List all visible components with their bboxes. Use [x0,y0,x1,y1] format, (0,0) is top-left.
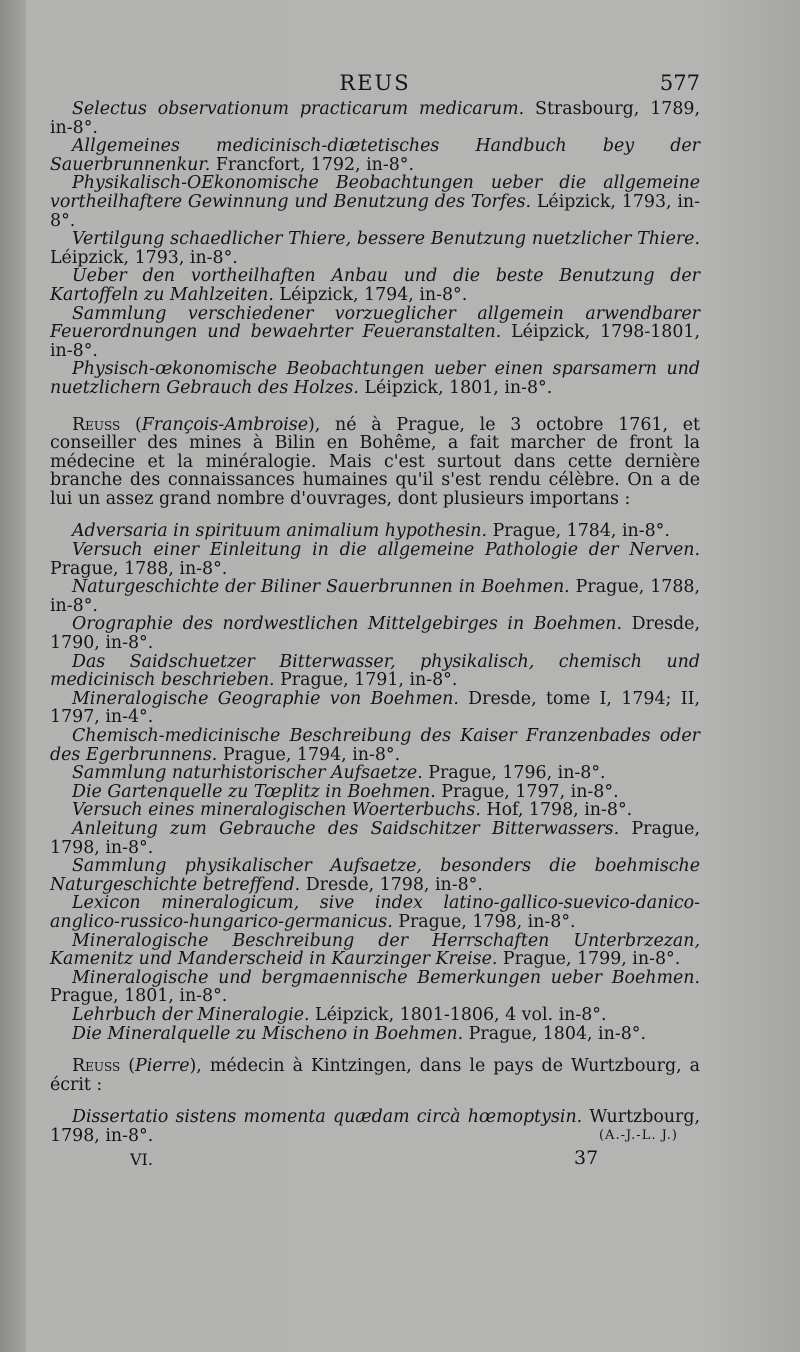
work-imprint: Prague, 1804, in-8°. [463,1023,646,1044]
work-title: Mineralogische Beschreibung der Herrschaften Unterbrzezan, Kamenitz und Manderscheid in Kaurzinger Kreise. [50,930,700,970]
work-title: Versuch eines mineralogischen Woerterbuchs. [72,800,481,821]
work-imprint: Prague, 1796, in-8°. [422,763,606,784]
bibliography-entry [50,100,700,137]
work-imprint: Prague, 1798, in-8°. [50,818,700,858]
work-imprint: Prague, 1784, in-8°. [487,521,670,542]
work-title: Mineralogische Geographie von Boehmen. [72,688,459,709]
work-imprint: Prague, 1798, in-8°. [392,911,576,932]
work-imprint: Léipzick, 1801-1806, 4 vol. in-8°. [309,1004,607,1025]
bibliography-entry [50,1006,700,1025]
work-imprint: Hof, 1798, in-8°. [480,800,633,821]
sheet-number: 37 [574,1147,599,1170]
author-given-name: Pierre [135,1056,190,1077]
work-imprint: Dresde, tome I, 1794; II, 1797, in-4°. [50,688,700,728]
work-title: Vertilgung schaedlicher Thiere, bessere Benutzung nuetzlicher Thiere. [72,229,700,250]
bibliography-entry [50,820,700,857]
bibliography-entry [50,1025,700,1044]
running-head: REUS [339,71,411,95]
signature-mark: VI. [130,1150,153,1170]
work-title: Ueber den vortheilhaften Anbau und die beste Benutzung der Kartoffeln zu Mahlzeiten. [50,266,700,305]
work-imprint: Prague, 1794, in-8°. [217,744,401,765]
work-title: Versuch einer Einleitung in die allgemeine Pathologie der Nerven. [72,540,700,561]
work-title: Die Gartenquelle zu Tœplitz in Boehmen. [72,781,436,802]
author-given-name: François-Ambroise [141,414,308,435]
work-title: Naturgeschichte der Biliner Sauerbrunnen in Boehmen. [72,577,570,598]
work-imprint: Dresde, 1790, in-8°. [50,614,700,654]
work-imprint: Francfort, 1792, in-8°. [210,154,415,175]
page-content [50,70,700,1175]
bibliography-entry [50,137,700,174]
bibliography-list-2 [50,522,700,1043]
bibliography-entry [50,764,700,783]
work-title: Sammlung physikalischer Aufsaetze, besonders die boehmische Naturgeschichte betreffend. [50,856,700,895]
work-title: Sammlung naturhistorischer Aufsaetze. [72,763,423,784]
work-title: Mineralogische und bergmaennische Bemerkungen ueber Boehmen. [72,967,700,988]
biography-text: , né à Prague, le 3 octobre 1761, et conseiller des mines à Bilin en Bohême, a fait marcher de front la médecine et la minéralogie. Mais c'est surtout dans cette dernière branche des connaissances humaines qu'il s'est rendu célèbre. On a de lui un assez grand nombre d'ouvrages, dont plusieurs importans : [50,414,700,509]
work-title: Sammlung verschiedener vorzueglicher allgemein arwendbarer Feuerordnungen und bewaehrter Feueranstalten. [50,303,700,343]
page-footer [50,1147,700,1175]
bibliography-entry [50,174,700,230]
work-title: Physisch-œkonomische Beobachtungen ueber einen sparsamern und nuetzlichern Gebrauch des Holzes. [50,359,700,398]
bibliography-entry [50,360,700,397]
author-name: Reuss [72,414,121,435]
work-title: Anleitung zum Gebrauche des Saidschitzer Bitterwassers. [72,818,620,839]
bibliography-entry [50,230,700,267]
work-imprint: Prague, 1788, in-8°. [50,558,228,579]
bibliography-entry [50,541,700,578]
page-spine-shadow [0,0,26,1352]
bibliography-entry [50,932,700,969]
work-imprint: Léipzick, 1798-1801, in-8°. [50,322,700,361]
work-title: Die Mineralquelle zu Mischeno in Boehmen. [72,1023,464,1044]
bibliography-entry [50,578,700,615]
work-imprint: Léipzick, 1793, in-8°. [50,191,701,231]
bibliography-entry-last [50,1108,700,1145]
bibliography-entry [50,783,700,802]
bibliography-entry [50,727,700,764]
bibliography-entry [50,894,700,931]
bibliography-entry [50,615,700,652]
page-header [50,70,700,100]
work-imprint: Wurtzbourg, 1798, in-8°. [50,1107,700,1146]
work-imprint: Prague, 1791, in-8°. [274,670,458,691]
work-imprint: Léipzick, 1801, in-8°. [358,377,553,398]
work-title: Dissertatio sistens momenta quædam circà hœmoptysin. [72,1107,583,1128]
bibliography-entry [50,801,700,820]
biography-text: , médecin à Kintzingen, dans le pays de Wurtzbourg, a écrit : [50,1056,700,1095]
bibliography-entry [50,969,700,1006]
work-imprint: Prague, 1801, in-8°. [50,986,228,1007]
work-imprint: Prague, 1788, in-8°. [50,577,700,616]
author-name: Reuss [72,1056,121,1077]
work-title: Lehrbuch der Mineralogie. [72,1004,310,1025]
work-imprint: Léipzick, 1793, in-8°. [50,247,238,268]
work-title: Allgemeines medicinisch-diætetisches Handbuch bey der Sauerbrunnenkur. [50,136,700,175]
work-imprint: Strasbourg, 1789, in-8°. [50,99,700,138]
bibliography-entry [50,305,700,361]
biography-reuss-pierre: Reuss (Pierre), médecin à Kintzingen, dans le pays de Wurtzbourg, a écrit : [50,1056,700,1095]
page-number: 577 [659,71,700,95]
bibliography-entry [50,522,700,541]
bibliography-entry [50,267,700,304]
bibliography-entry [50,690,700,727]
work-title: Physikalisch-OEkonomische Beobachtungen ueber die allgemeine vortheilhaftere Gewinnung und Benutzung des Torfes. [50,173,700,212]
work-imprint: Prague, 1799, in-8°. [497,949,681,970]
bibliography-entry [50,857,700,894]
biography-reuss-francois: Reuss (François-Ambroise), né à Prague, le 3 octobre 1761, et conseiller des mines à Bilin en Bohême, a fait marcher de front la médecine et la minéralogie. Mais c'est surtout dans cette dernière branche des connaissances humaines qu'il s'est rendu célèbre. On a de lui un assez grand nombre d'ouvrages, dont plusieurs importans : [50,414,700,509]
work-title: Das Saidschuetzer Bitterwasser, physikalisch, chemisch und medicinisch beschrieben. [50,651,700,691]
work-title: Lexicon mineralogicum, sive index latino-gallico-suevico-danico-anglico-russico-hungarico-germanicus. [50,893,700,932]
work-title: Chemisch-medicinische Beschreibung des Kaiser Franzenbades oder des Egerbrunnens. [50,726,700,765]
bibliography-entry [50,653,700,690]
work-title: Adversaria in spirituum animalium hypothesin. [72,521,488,542]
work-imprint: Léipzick, 1794, in-8°. [273,284,468,305]
work-title: Selectus observationum practicarum medicarum. [72,99,525,119]
work-title: Orographie des nordwestlichen Mittelgebirges in Boehmen. [72,614,622,635]
bibliography-list-1 [50,100,700,398]
work-imprint: Prague, 1797, in-8°. [435,781,619,802]
contributor-signature: (A.-J.-L. J.) [598,1127,678,1143]
work-imprint: Dresde, 1798, in-8°. [300,874,483,895]
